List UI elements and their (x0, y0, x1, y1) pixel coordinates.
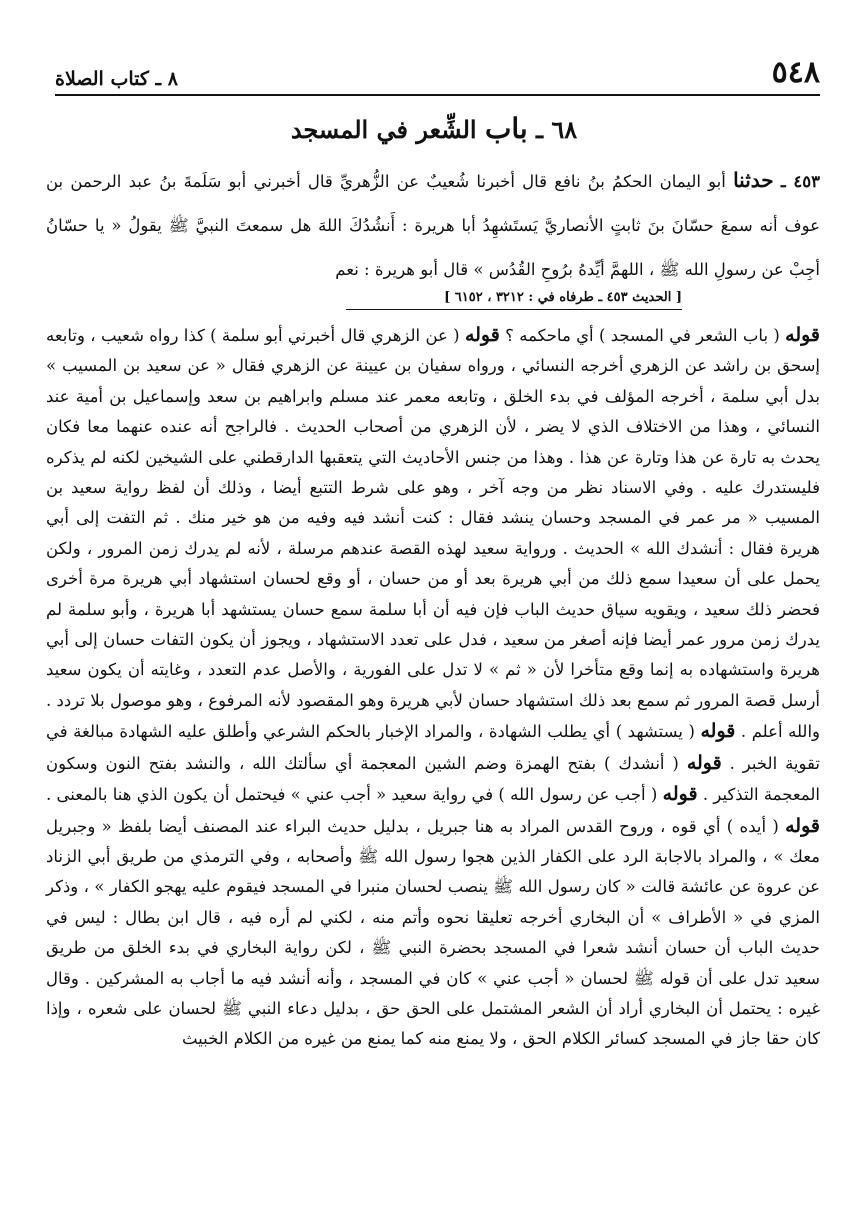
qawluh-label: قوله (700, 720, 736, 743)
commentary-text: ( أجب عن رسول الله ) في رواية سعيد « أجب عني » فيحتمل أن يكون الذي هنا بالمعنى . (46, 785, 658, 805)
chapter-label: باب (484, 112, 528, 145)
commentary (46, 320, 820, 1055)
qawluh-label: قوله (662, 783, 698, 806)
chapter-title: الشِّعر في المسجد (290, 115, 477, 144)
hadith-body: أبو اليمان الحكمُ بنُ نافع قال أخبرنا شُعيبٌ عن الزُّهريِّ قال أخبرني أبو سَلَمةَ بنُ عبد الرحمن بن عوف أنه سمعَ حسّانَ بنَ ثابتٍ الأنصاريَّ يَستَشهِدُ أبا هريرة : أَنشُدُكَ اللهَ هل سمعتَ النبيَّ ﷺ يقولُ « يا حسّانُ أجِبْ عن رسولِ الله ﷺ ، اللهمَّ أيِّدهُ برُوحِ القُدُس » قال أبو هريرة : نعم (46, 172, 820, 279)
book-title: ٨ ـ كتاب الصلاة (55, 68, 178, 90)
qawluh-label: قوله (686, 751, 722, 774)
commentary-text: ( أنشدك ) بفتح الهمزة وضم الشين المعجمة أي سألتك الله ، والنشد بفتح النون وسكون المعجمة التذكير . (46, 753, 820, 805)
commentary-text: ( عن الزهري قال أخبرني أبو سلمة ) كذا رواه شعيب ، وتابعه إسحق بن راشد عن الزهري أخرجه النسائي ، ورواه سفيان بن عيينة عن الزهري فقال « عن سعيد بن المسيب » بدل أبي سلمة ، أخرجه المؤلف في بدء الخلق ، وتابعه معمر عند مسلم وابراهيم بن سعد وإسماعيل بن أمية عند النسائي ، وهذا من الاختلاف الذي لا يضر ، لأن الزهري من أصحاب الحديث . فالراجح أنه عنده عنهما معا فكان يحدث به تارة عن هذا وتارة عن هذا . وهذا من جنس الأحاديث التي يتعقبها الدارقطني على الشيخين لكنه لم يذكره فليستدرك عليه . وفي الاسناد نظر من وجه آخر ، وهو على شرط التتبع أيضا ، وذلك أن لفظ رواية سعيد بن المسيب « مر عمر في المسجد وحسان ينشد فقال : كنت أنشد فيه وفيه من هو خير منك . ثم التفت إلى أبي هريرة فقال : أنشدك الله » الحديث . ورواية سعيد لهذه القصة عندهم مرسلة ، لأنه لم يدرك زمن المرور ، ولكن يحمل على أن سعيدا سمع ذلك من أبي هريرة بعد أو من حسان ، أو وقع لحسان استشهاد أبي هريرة مرة أخرى فحضر ذلك سعيد ، ويقويه سياق حديث الباب فإن فيه أن أبا سلمة سمع حسان يستشهد أبا هريرة ، وأبو سلمة لم يدرك زمن مرور عمر أيضا فإنه أصغر من سعيد ، فدل على تعدد الاستشهاد ، ويجوز أن يكون التفات حسان إلى أبي هريرة واستشهاده به إنما وقع متأخرا لأن « ثم » لا تدل على الفورية ، والأصل عدم التعدد ، وغايته أن يكون سعيد أرسل قصة المرور ثم سمع بعد ذلك استشهاد حسان لأبي هريرة وهو المقصود لأنه المرفوع ، وهو موصول بلا تردد . والله أعلم . (46, 326, 820, 742)
commentary-paragraph (46, 320, 820, 1055)
qawluh-label: قوله (785, 814, 820, 837)
hadith-text (46, 158, 820, 292)
commentary-text: ( يستشهد ) أي يطلب الشهادة ، والمراد الإخبار بالحكم الشرعي وأطلق عليه الشهادة مبالغة في تقوية الخبر . (46, 722, 820, 773)
commentary-text: ( أيده ) أي قوه ، وروح القدس المراد به هنا جبريل ، بدليل حديث البراء عند المصنف أيضا بلفظ « وجبريل معك » ، والمراد بالاجابة الرد على الكفار الذين هجوا رسول الله ﷺ وأصحابه ، وفي الترمذي من طريق أبي الزناد عن عروة عن عائشة قالت « كان رسول الله ﷺ ينصب لحسان منبرا في المسجد فيقوم عليه يهجو الكفار » ، وذكر المزي في « الأطراف » أن البخاري أخرجه تعليقا نحوه وأتم منه ، لكني لم أره فيه ، قال ابن بطال : ليس في حديث الباب أن حسان أنشد شعرا في المسجد بحضرة النبي ﷺ ، لكن رواية البخاري في بدء الخلق من طريق سعيد تدل على أن قوله ﷺ لحسان « أجب عني » كان في المسجد ، وأنه أنشد فيه ما أجاب به المشركين . وقال غيره : يحتمل أن البخاري أراد أن الشعر المشتمل على الحق حق ، بدليل دعاء النبي ﷺ لحسان على شعره ، وإذا كان حقا جاز في المسجد كسائر الكلام الحق ، ولا يمنع منه كما يمنع من غيره من الكلام الخبيث (46, 816, 820, 1049)
hadith-keyword: حدثنا (733, 168, 774, 192)
commentary-text: ( باب الشعر في المسجد ) أي ماحكمه ؟ (505, 326, 780, 345)
qawluh-label: قوله (785, 324, 821, 346)
qawluh-label: قوله (464, 324, 500, 346)
chapter-heading (40, 112, 828, 145)
page-header (55, 50, 820, 96)
chapter-number: ٦٨ ـ (536, 115, 578, 144)
hadith-number: ٤٥٣ ـ (780, 172, 820, 191)
page-number: ٥٤٨ (771, 55, 820, 90)
hadith-references: [ الحديث ٤٥٣ ـ طرفاه في : ٣٢١٢ ، ٦١٥٢ ] (346, 290, 682, 310)
